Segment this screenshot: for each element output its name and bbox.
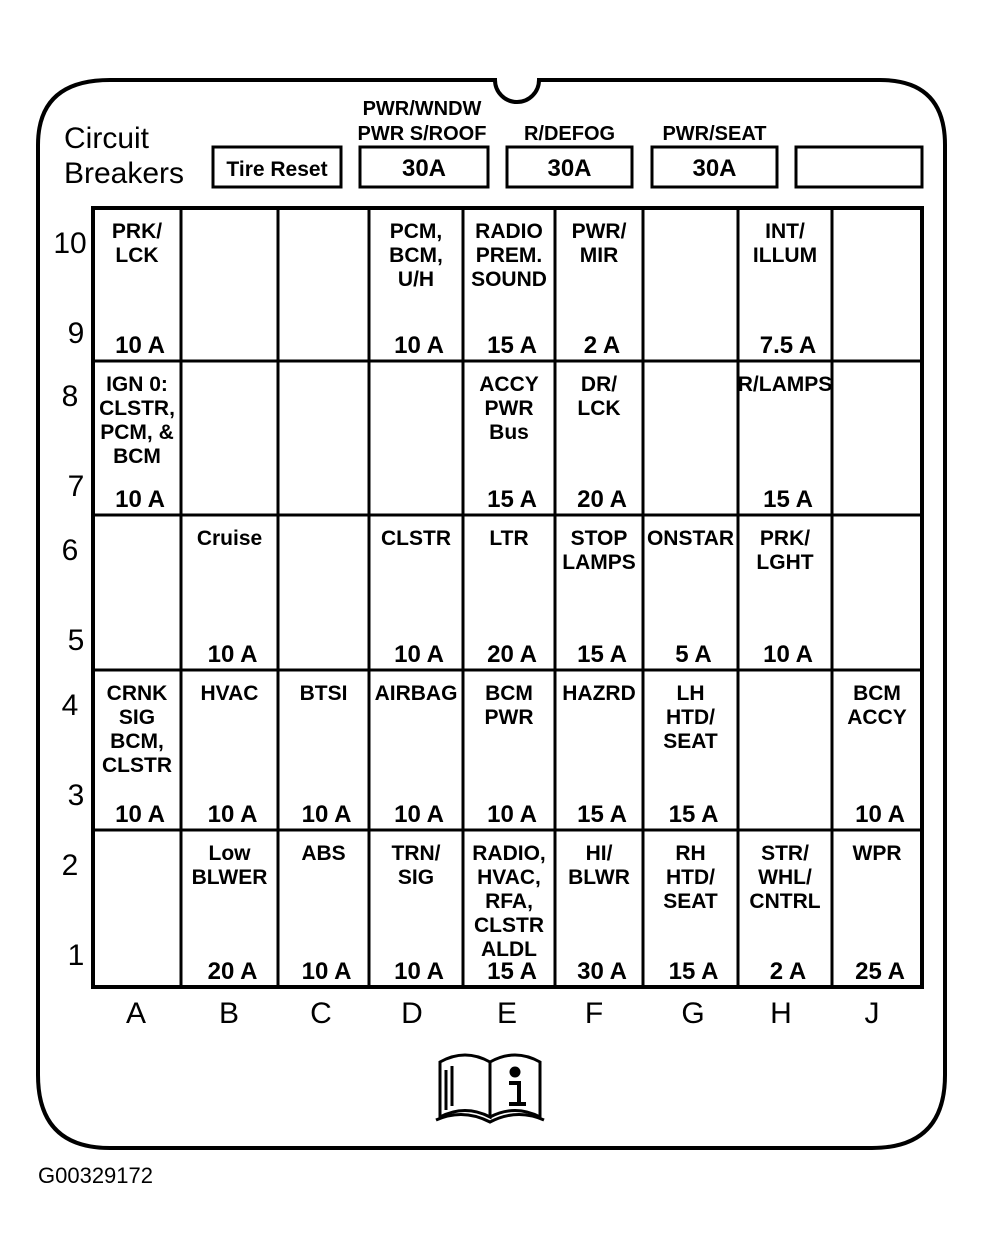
fuse-amp: 2 A <box>583 332 621 359</box>
fuse-label: BCM <box>113 445 161 468</box>
fuse-cell <box>112 220 165 359</box>
row-number: 4 <box>61 689 79 722</box>
fuse-cell <box>753 220 817 359</box>
fuse-label: SEAT <box>663 730 718 753</box>
fuse-cell <box>853 842 905 985</box>
fuse-amp: 10 A <box>115 801 165 828</box>
fuse-label: LAMPS <box>562 551 636 574</box>
breaker-header: R/DEFOG <box>523 123 616 145</box>
fuse-label: HVAC, <box>477 866 541 889</box>
fuse-cell <box>647 527 734 668</box>
fuse-amp: 10 A <box>115 486 165 513</box>
fuse-amp: 10 A <box>207 641 258 668</box>
row-number: 6 <box>61 534 79 567</box>
breaker-box <box>796 147 922 187</box>
fuse-label: ABS <box>301 842 346 865</box>
fuse-amp: 15 A <box>668 801 719 828</box>
fuse-label: Cruise <box>196 527 263 550</box>
fuse-amp: 15 A <box>577 641 627 668</box>
fuse-cell <box>485 682 537 828</box>
row-number: 8 <box>61 380 79 413</box>
fuse-amp: 10 A <box>487 801 537 828</box>
fuse-label: PWR/ <box>571 220 627 243</box>
fuse-amp: 10 A <box>394 641 444 668</box>
fuse-grid <box>93 208 922 987</box>
fuse-label: WPR <box>852 842 902 865</box>
column-letter: J <box>864 997 880 1030</box>
fuse-amp: 10 A <box>301 801 352 828</box>
fuse-label: SOUND <box>471 268 547 291</box>
fuse-cell <box>562 527 636 668</box>
panel-title-line-2: Breakers <box>64 157 185 190</box>
breaker-slot <box>213 147 341 187</box>
column-letter: A <box>125 997 147 1030</box>
fuse-cell <box>471 220 547 359</box>
fuse-amp: 15 A <box>487 332 537 359</box>
fuse-cell <box>102 682 172 828</box>
fuse-label: DR/ <box>580 373 618 396</box>
circuit-breaker-row <box>213 98 922 187</box>
fuse-label: LTR <box>489 527 529 550</box>
fuse-label: CLSTR <box>381 527 451 550</box>
fuse-label: BCM, <box>110 730 164 753</box>
breaker-slot <box>358 98 488 187</box>
fuse-amp: 10 A <box>301 958 352 985</box>
fuse-label: AIRBAG <box>374 682 458 705</box>
fuse-label: HTD/ <box>666 706 715 729</box>
fuse-cell <box>487 527 537 668</box>
fuse-amp: 7.5 A <box>759 332 817 359</box>
fuse-label: TRN/ <box>391 842 441 865</box>
fuse-amp: 2 A <box>769 958 807 985</box>
fuse-label: BLWER <box>191 866 268 889</box>
panel-title-line-1: Circuit <box>64 122 150 155</box>
fuse-label: HI/ <box>585 842 613 865</box>
fuse-label: WHL/ <box>758 866 812 889</box>
fuse-label: PRK/ <box>111 220 163 243</box>
breaker-amp: 30A <box>401 155 447 182</box>
fuse-amp: 25 A <box>855 958 905 985</box>
fuse-amp: 20 A <box>487 641 537 668</box>
breaker-label: Tire Reset <box>226 158 328 181</box>
fuse-label: LCK <box>115 244 159 267</box>
fuse-amp: 15 A <box>763 486 813 513</box>
breaker-header: PWR/WNDW <box>362 98 482 120</box>
fuse-label: BCM <box>485 682 533 705</box>
fuse-cell <box>300 682 352 828</box>
fuse-label: SIG <box>118 706 156 729</box>
fuse-label: CLSTR <box>474 914 544 937</box>
row-number: 7 <box>67 470 85 503</box>
fuse-cell <box>192 842 268 985</box>
fuse-cell <box>472 842 546 985</box>
fuse-label: PREM. <box>475 244 543 267</box>
row-number: 2 <box>61 849 79 882</box>
breaker-header: PWR/SEAT <box>662 123 767 145</box>
fuse-label: Low <box>208 842 251 865</box>
fuse-label: HVAC <box>200 682 259 705</box>
fuse-amp: 10 A <box>115 332 165 359</box>
fuse-amp: 10 A <box>207 801 258 828</box>
breaker-slot <box>652 123 777 187</box>
fuse-label: R/LAMPS <box>737 373 833 396</box>
fuse-label: PRK/ <box>759 527 811 550</box>
fuse-label: BTSI <box>299 682 348 705</box>
fuse-amp: 10 A <box>763 641 813 668</box>
breaker-amp: 30A <box>692 155 737 182</box>
fuse-label: RFA, <box>485 890 533 913</box>
fuse-label: LH <box>676 682 705 705</box>
column-letter: E <box>496 997 518 1030</box>
fuse-cell <box>99 373 175 513</box>
fuse-label: CRNK <box>106 682 168 705</box>
fuse-cell <box>392 842 444 985</box>
fuse-label: ONSTAR <box>646 527 735 550</box>
column-letter: B <box>218 997 240 1030</box>
fuse-label: BCM, <box>389 244 443 267</box>
fuse-cell <box>572 220 627 359</box>
fuse-cell <box>847 682 907 828</box>
fuse-amp: 10 A <box>394 332 444 359</box>
fuse-cell <box>738 373 833 513</box>
fuse-amp: 5 A <box>675 641 712 668</box>
fuse-cell <box>756 527 813 668</box>
fuse-label: INT/ <box>765 220 805 243</box>
row-number: 1 <box>67 939 85 972</box>
column-letter: F <box>584 997 604 1030</box>
figure-code: G00329172 <box>38 1163 153 1188</box>
row-number: 5 <box>67 624 85 657</box>
breaker-slot <box>796 147 922 187</box>
fuse-label: ACCY <box>847 706 907 729</box>
fuse-cell <box>375 682 458 828</box>
fuse-amp: 30 A <box>577 958 627 985</box>
fuse-amp: 15 A <box>487 486 537 513</box>
column-letters <box>126 997 880 1030</box>
fuse-cell <box>381 527 451 668</box>
fuse-amp: 20 A <box>577 486 627 513</box>
fuse-label: CNTRL <box>749 890 821 913</box>
fuse-label: BCM <box>853 682 901 705</box>
fuse-label: PCM, <box>389 220 443 243</box>
row-number: 9 <box>67 317 85 350</box>
fuse-label: CLSTR, <box>99 397 175 420</box>
row-numbers <box>53 227 86 972</box>
fuse-amp: 15 A <box>577 801 627 828</box>
fuse-cell <box>389 220 444 359</box>
breaker-slot <box>507 123 632 187</box>
fuse-label: LCK <box>577 397 621 420</box>
column-letter: G <box>681 997 705 1030</box>
fuse-cell <box>568 842 630 985</box>
column-letter: D <box>401 997 423 1030</box>
row-number: 10 <box>53 227 87 260</box>
fuse-cell <box>749 842 820 985</box>
column-letter: C <box>310 997 332 1030</box>
fuse-label: PWR <box>484 397 534 420</box>
fuse-amp: 15 A <box>668 958 719 985</box>
fuse-amp: 10 A <box>855 801 905 828</box>
fuse-cell <box>479 373 539 513</box>
fuse-label: SIG <box>397 866 435 889</box>
fuse-amp: 15 A <box>487 958 537 985</box>
fuse-label: SEAT <box>663 890 718 913</box>
fuse-label: Bus <box>489 421 529 444</box>
fuse-label: RADIO <box>475 220 543 243</box>
breaker-header: PWR S/ROOF <box>357 123 487 145</box>
fuse-label: RH <box>675 842 706 865</box>
fuse-cell <box>562 682 636 828</box>
fuse-amp: 10 A <box>394 958 444 985</box>
fuse-label: RADIO, <box>472 842 546 865</box>
fuse-label: STR/ <box>761 842 809 865</box>
column-letter: H <box>770 997 792 1030</box>
fuse-cell <box>663 842 718 985</box>
fuse-label: IGN 0: <box>106 373 168 396</box>
info-book-icon <box>436 1055 544 1122</box>
fuse-label: ILLUM <box>752 244 818 267</box>
fuse-amp: 10 A <box>394 801 444 828</box>
fuse-cell <box>577 373 627 513</box>
breaker-amp: 30A <box>547 155 592 182</box>
fuse-label: CLSTR <box>102 754 172 777</box>
fuse-label: HTD/ <box>666 866 715 889</box>
fuse-cell <box>301 842 351 985</box>
fuse-label: BLWR <box>568 866 630 889</box>
fuse-label: STOP <box>570 527 628 550</box>
fuse-cell <box>201 682 259 828</box>
fuse-label: PCM, & <box>100 421 174 444</box>
fuse-label: HAZRD <box>562 682 636 705</box>
fuse-amp: 20 A <box>207 958 258 985</box>
fuse-cell <box>197 527 262 668</box>
fuse-label: MIR <box>579 244 619 267</box>
fuse-label: ACCY <box>479 373 539 396</box>
fuse-label: ALDL <box>481 938 537 961</box>
fuse-label: PWR <box>484 706 534 729</box>
row-number: 3 <box>67 779 85 812</box>
fuse-cell <box>663 682 718 828</box>
fuse-label: U/H <box>397 268 435 291</box>
fuse-label: LGHT <box>756 551 814 574</box>
